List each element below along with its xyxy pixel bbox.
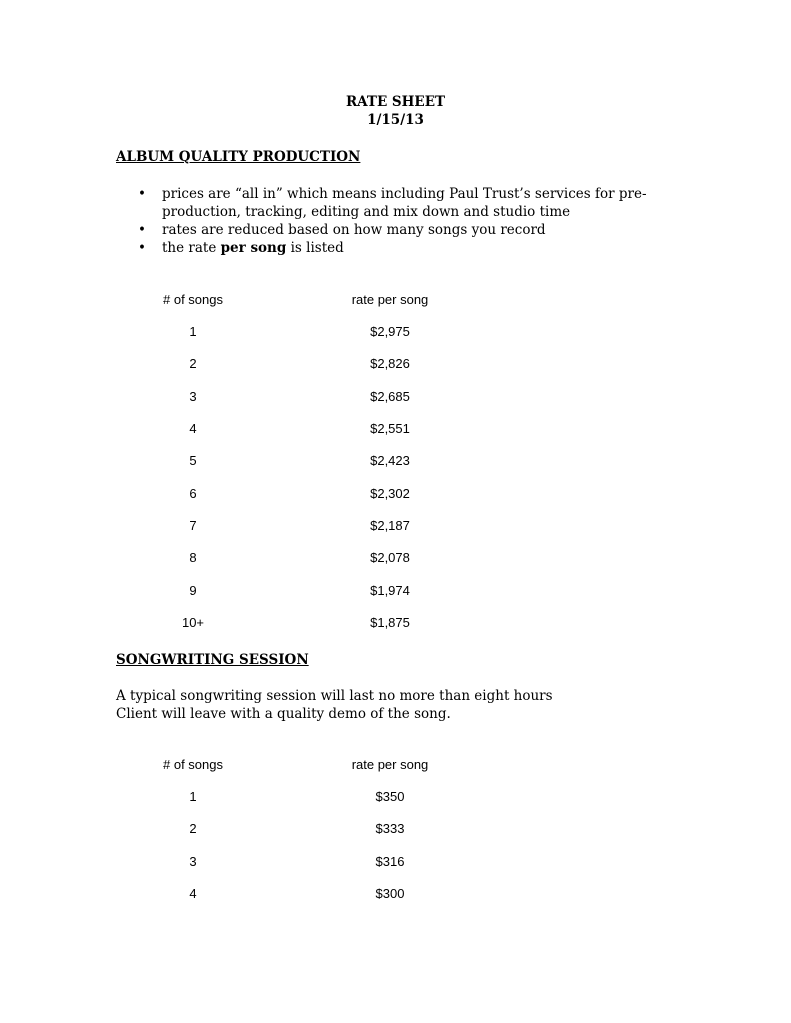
column-header-songs: # of songs — [163, 757, 223, 772]
column-header-rate: rate per song — [351, 292, 429, 307]
rate-cell: $1,974 — [370, 582, 410, 598]
rate-cell: $2,187 — [370, 518, 410, 534]
songwriting-description-line: Client will leave with a quality demo of the song. — [116, 706, 451, 722]
table-header-row — [0, 291, 791, 309]
bullet-text-continued: production, tracking, editing and mix down and studio time — [162, 204, 571, 220]
bullet-text-bold: per song — [220, 240, 287, 256]
bullet-dot-icon: • — [138, 222, 146, 238]
page-title: RATE SHEET — [345, 94, 446, 110]
songwriting-section-heading: SONGWRITING SESSION — [116, 652, 309, 668]
rate-cell: $2,685 — [370, 388, 410, 404]
bullet-text-pre: the rate — [162, 240, 221, 256]
bullet-dot-icon: • — [138, 240, 146, 256]
table-row — [0, 582, 791, 600]
rate-cell: $316 — [375, 853, 405, 869]
column-header-songs: # of songs — [163, 292, 223, 307]
bullet-text: rates are reduced based on how many songs you record — [162, 222, 546, 238]
song-count-cell: 4 — [189, 421, 197, 437]
rate-cell: $350 — [375, 789, 405, 804]
rate-cell: $300 — [375, 886, 405, 902]
table-row — [0, 820, 791, 838]
bullet-item — [116, 221, 656, 239]
rate-cell: $2,975 — [370, 324, 410, 339]
song-count-cell: 3 — [189, 388, 197, 404]
song-count-cell: 9 — [189, 582, 197, 598]
song-count-cell: 5 — [189, 453, 197, 469]
rate-cell: $2,826 — [370, 356, 410, 372]
album-bullet-list — [116, 185, 656, 257]
table-row — [0, 388, 791, 406]
table-header-row — [0, 756, 791, 774]
bullet-item — [116, 239, 656, 257]
page-date: 1/15/13 — [367, 112, 424, 128]
rate-cell: $2,302 — [370, 485, 410, 501]
table-row — [0, 614, 791, 632]
table-row — [0, 788, 791, 806]
song-count-cell: 1 — [189, 324, 197, 339]
rate-cell: $1,875 — [370, 615, 410, 631]
table-row — [0, 485, 791, 503]
column-header-rate: rate per song — [351, 757, 429, 772]
table-row — [0, 323, 791, 341]
song-count-cell: 2 — [189, 356, 197, 372]
song-count-cell: 1 — [189, 789, 197, 804]
song-count-cell: 10+ — [181, 615, 205, 631]
song-count-cell: 7 — [189, 518, 197, 534]
table-row — [0, 885, 791, 903]
rate-cell: $2,551 — [370, 421, 410, 437]
song-count-cell: 3 — [189, 853, 197, 869]
album-section-heading: ALBUM QUALITY PRODUCTION — [116, 149, 361, 165]
table-row — [0, 452, 791, 470]
rate-cell: $2,078 — [370, 550, 410, 566]
song-count-cell: 4 — [189, 886, 197, 902]
bullet-text-post: is listed — [286, 240, 344, 256]
bullet-dot-icon: • — [138, 186, 146, 202]
table-row — [0, 853, 791, 871]
song-count-cell: 2 — [189, 821, 197, 837]
table-row — [0, 549, 791, 567]
bullet-item — [116, 185, 656, 221]
song-count-cell: 6 — [189, 485, 197, 501]
bullet-text: prices are “all in” which means including Paul Trust’s services for pre- — [162, 186, 647, 202]
songwriting-description-line: A typical songwriting session will last no more than eight hours — [116, 688, 553, 704]
table-row — [0, 420, 791, 438]
table-row — [0, 355, 791, 373]
rate-cell: $2,423 — [370, 453, 410, 469]
table-row — [0, 517, 791, 535]
song-count-cell: 8 — [189, 550, 197, 566]
rate-cell: $333 — [375, 821, 405, 837]
